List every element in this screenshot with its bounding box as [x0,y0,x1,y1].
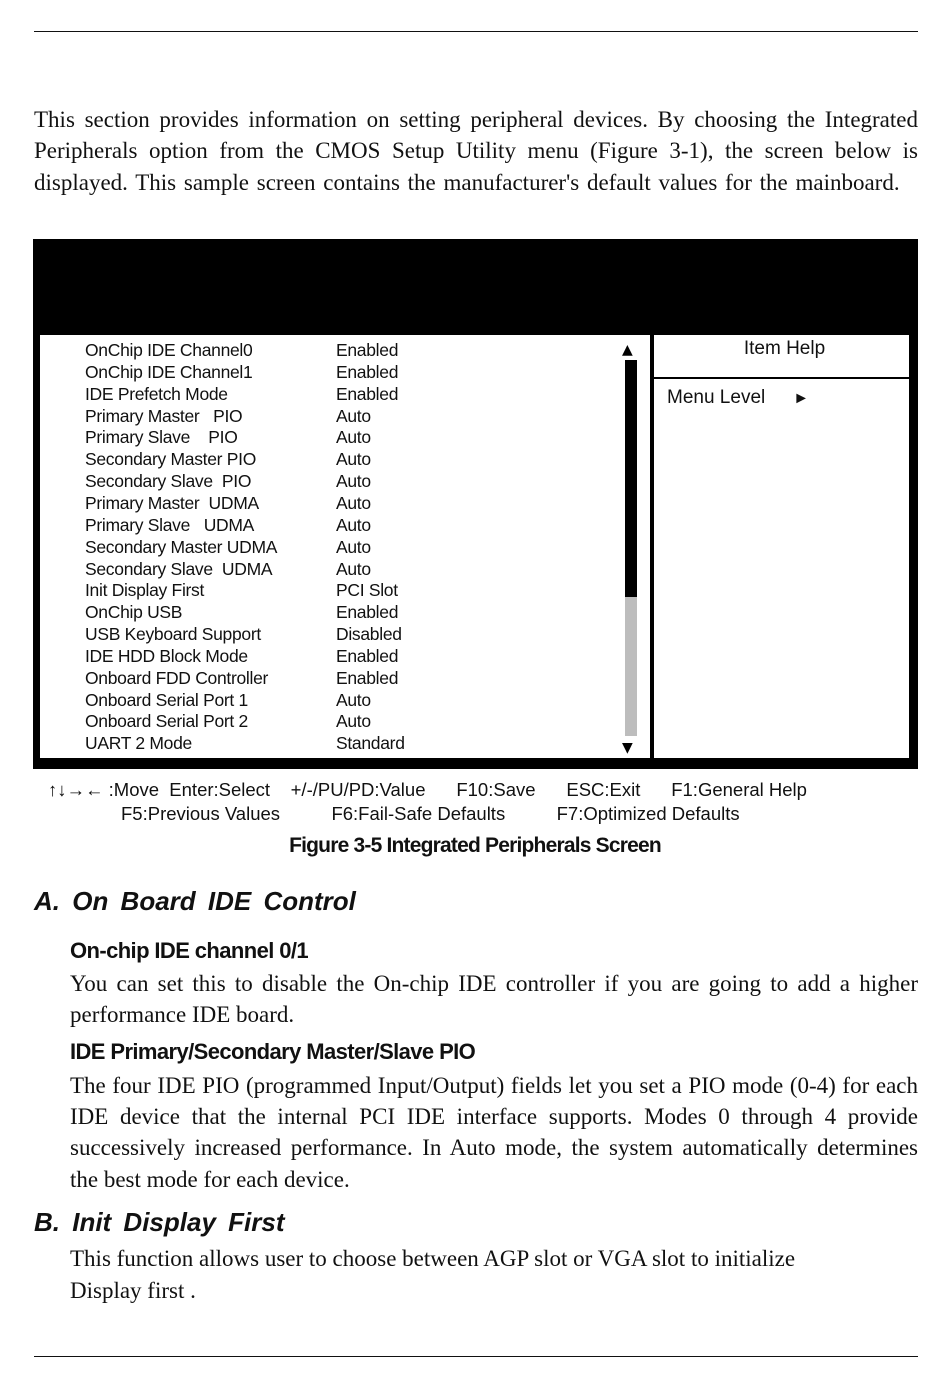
bios-setting-label: Secondary Slave UDMA [85,558,273,579]
bios-setting-value[interactable]: Auto [336,492,371,513]
subsection-ide-channel-text: You can set this to disable the On-chip IDE controller if you are going to add a higher performance IDE board. [70,971,918,1028]
bios-setting-label: Primary Master UDMA [85,492,259,513]
bios-setting-value[interactable]: PCI Slot [336,580,398,601]
bios-setting-label: IDE Prefetch Mode [85,383,228,404]
bios-setting-label: Init Display First [85,580,205,601]
bios-setting-label: OnChip USB [85,602,183,623]
key-legend-line-2: F5:Previous Values F6:Fail-Safe Defaults F7:Optimized Defaults [121,803,740,824]
subsection-ide-pio-heading: IDE Primary/Secondary Master/Slave PIO [70,1039,476,1064]
scroll-down-arrow-icon[interactable]: ▼ [622,740,633,756]
bios-setting-value[interactable]: Auto [336,689,371,710]
bios-setting-label: Primary Slave UDMA [85,514,255,535]
subsection-ide-channel-heading: On-chip IDE channel 0/1 [70,938,309,963]
bios-setting-value[interactable]: Disabled [336,624,402,645]
bios-setting-label: Onboard Serial Port 2 [85,711,248,732]
bios-setting-value[interactable]: Auto [336,536,371,557]
section-b-heading: B. Init Display First [34,1207,285,1237]
scrollbar-thumb[interactable] [625,360,637,597]
bios-setting-value[interactable]: Enabled [336,340,399,360]
bios-setting-label: IDE HDD Block Mode [85,645,248,666]
section-a-heading: A. On Board IDE Control [34,886,356,916]
bios-setting-value[interactable]: Auto [336,427,371,448]
bios-settings-panel [40,335,650,758]
subsection-ide-pio-text: The four IDE PIO (programmed Input/Output) fields let you set a PIO mode (0-4) for each IDE device that the internal PCI IDE interface supports. Modes 0 through 4 provide successively increased performance. In Auto mode, the system automatically determines the best mode for each device. [70,1073,918,1192]
bios-setting-label: OnChip IDE Channel0 [85,340,253,360]
bios-setting-value[interactable]: Auto [336,711,371,732]
bios-setting-label: Secondary Master PIO [85,449,257,470]
figure-caption: Figure 3-5 Integrated Peripherals Screen [289,834,661,857]
bios-setting-label: OnChip IDE Channel1 [85,361,253,382]
bottom-rule [34,1356,918,1357]
section-b-text-line-1: This function allows user to choose between AGP slot or VGA slot to initialize [70,1246,796,1271]
top-rule [34,31,918,32]
bios-screen [33,239,918,769]
bios-setting-value[interactable]: Auto [336,558,371,579]
bios-setting-value[interactable]: Enabled [336,667,399,688]
key-legend-line-1 [48,779,807,801]
triangle-right-icon: ► [793,390,810,407]
menu-level-row [667,387,809,409]
bios-setting-label: Secondary Slave PIO [85,471,252,492]
intro-paragraph: This section provides information on setting peripheral devices. By choosing the Integrated Peripherals option from the CMOS Setup Utility menu (Figure 3-1), the screen below is displayed. This sample screen contains the manufacturer's default values for the mainboard. [34,107,918,195]
bios-setting-value[interactable]: Auto [336,514,371,535]
item-help-panel [654,335,909,758]
section-b-text-line-2: Display first . [70,1278,196,1303]
arrow-keys-icon: ↑↓→← [48,779,104,800]
bios-setting-label: Primary Master PIO [85,405,243,426]
menu-level-label: Menu Level [667,387,766,408]
bios-setting-value[interactable]: Enabled [336,383,399,404]
bios-setting-value[interactable]: Enabled [336,602,399,623]
key-legend-text-1: :Move Enter:Select +/-/PU/PD:Value F10:Save ESC:Exit F1:General Help [103,779,807,800]
bios-setting-value[interactable]: Enabled [336,645,399,666]
bios-setting-value[interactable]: Enabled [336,361,399,382]
bios-setting-value[interactable]: Standard [336,733,405,754]
bios-setting-value[interactable]: Auto [336,449,371,470]
scroll-up-arrow-icon[interactable]: ▲ [622,342,633,358]
item-help-title: Item Help [654,335,909,379]
bios-setting-label: USB Keyboard Support [85,624,261,645]
scrollbar-track[interactable] [625,360,637,736]
bios-setting-label: Onboard FDD Controller [85,667,269,688]
bios-setting-value[interactable]: Auto [336,471,371,492]
bios-setting-label: Onboard Serial Port 1 [85,689,248,710]
bios-setting-label: Secondary Master UDMA [85,536,278,557]
bios-setting-label: Primary Slave PIO [85,427,238,448]
bios-setting-value[interactable]: Auto [336,405,371,426]
bios-setting-label: UART 2 Mode [85,733,192,754]
